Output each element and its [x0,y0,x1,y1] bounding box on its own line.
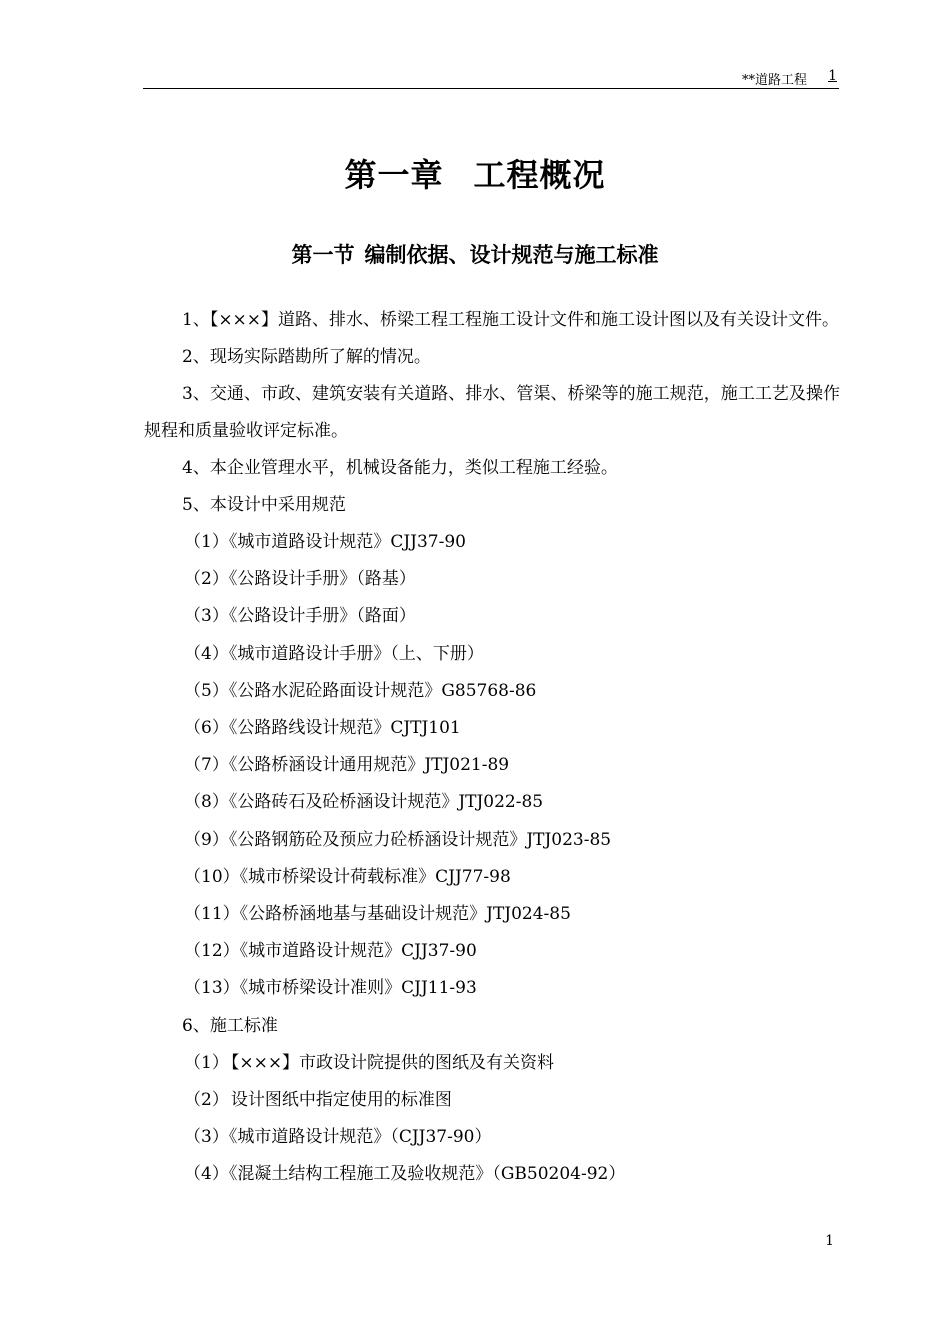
page-header [143,66,839,89]
spec-item: （6）《公路路线设计规范》CJTJ101 [184,718,461,739]
section-number: 第一节 [291,243,355,267]
header-page-number: 1 [828,68,837,84]
paragraph-basis-2: 2、现场实际踏勘所了解的情况。 [182,347,431,367]
chapter-title [0,150,950,196]
spec-item: （12）《城市道路设计规范》CJJ37-90 [184,941,477,962]
standard-item: （4）《混凝土结构工程施工及验收规范》（GB50204-92） [184,1164,626,1185]
standard-item: （1） 【×××】市政设计院提供的图纸及有关资料 [184,1052,555,1073]
document-body [144,302,840,1193]
spec-item: （3）《公路设计手册》（路面） [184,606,416,627]
standards-list [144,1045,840,1194]
spec-item: （13）《城市桥梁设计准则》CJJ11-93 [184,978,477,999]
spec-item: （2）《公路设计手册》（路基） [184,569,416,590]
paragraph-specs-heading: 5、本设计中采用规范 [182,495,346,515]
spec-item: （5）《公路水泥砼路面设计规范》G85768-86 [184,680,537,701]
paragraph-basis-1: 1、【×××】道路、排水、桥梁工程工程施工设计文件和施工设计图以及有关设计文件。 [182,310,840,330]
spec-list [144,524,840,1008]
chapter-name: 工程概况 [473,156,606,194]
spec-item: （7）《公路桥涵设计通用规范》JTJ021-89 [184,755,510,776]
spec-item: （4）《城市道路设计手册》（上、下册） [184,643,484,664]
chapter-number: 第一章 [344,156,444,194]
paragraph-basis-4: 4、本企业管理水平，机械设备能力，类似工程施工经验。 [182,458,618,478]
paragraph-standards-heading: 6、施工标准 [182,1015,278,1036]
section-name: 编制依据、设计规范与施工标准 [364,243,659,267]
header-title: **道路工程 [741,73,807,88]
spec-item: （9）《公路钢筋砼及预应力砼桥涵设计规范》JTJ023-85 [184,829,612,850]
spec-item: （10）《城市桥梁设计荷载标准》CJJ77-98 [184,866,511,887]
spec-item: （1）《城市道路设计规范》CJJ37-90 [184,532,466,552]
standard-item: （3）《城市道路设计规范》（CJJ37-90） [184,1127,492,1148]
section-title [0,239,950,269]
paragraph-basis-3: 3、交通、市政、建筑安装有关道路、排水、管渠、桥梁等的施工规范，施工工艺及操作规程和质量验收评定标准。 [144,384,840,441]
spec-item: （11）《公路桥涵地基与基础设计规范》JTJ024-85 [184,904,571,925]
footer-page-number: 1 [825,1233,834,1249]
standard-item: （2） 设计图纸中指定使用的标准图 [184,1089,452,1110]
spec-item: （8）《公路砖石及砼桥涵设计规范》JTJ022-85 [184,792,544,813]
